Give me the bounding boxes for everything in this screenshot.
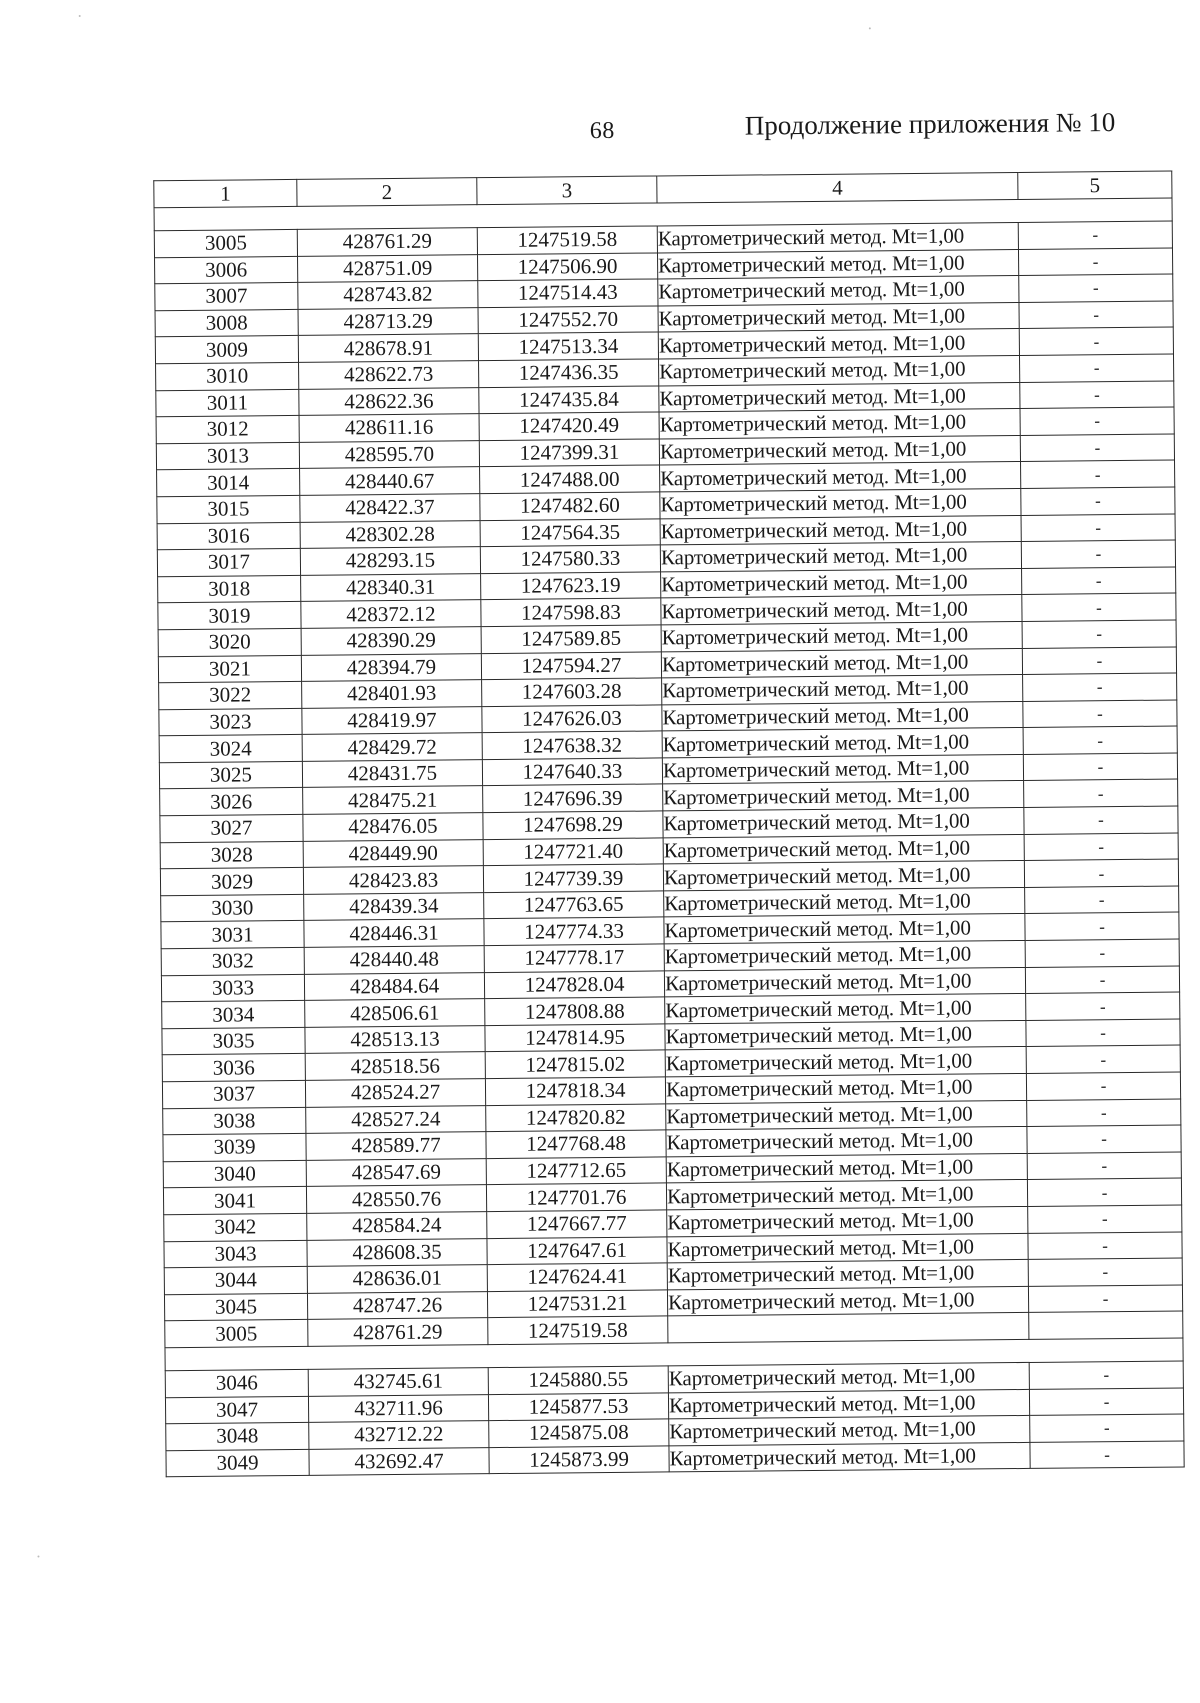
x-coordinate-cell: 428429.72 (302, 733, 482, 761)
y-coordinate-cell: 1247399.31 (479, 439, 659, 467)
point-number-cell: 3032 (161, 947, 304, 975)
y-coordinate-cell: 1245873.99 (489, 1446, 669, 1474)
x-coordinate-cell: 428340.31 (301, 573, 481, 601)
point-number-cell: 3025 (159, 761, 302, 789)
x-coordinate-cell: 428372.12 (301, 600, 481, 628)
note-cell: - (1029, 1387, 1183, 1415)
x-coordinate-cell: 428440.67 (300, 467, 480, 495)
y-coordinate-cell: 1247519.58 (488, 1316, 668, 1344)
note-cell: - (1025, 939, 1179, 967)
note-cell: - (1019, 354, 1173, 382)
column-header: 5 (1018, 171, 1172, 199)
note-cell: - (1022, 646, 1176, 674)
method-cell: Картометрический метод. Mt=1,00 (668, 1362, 1029, 1392)
method-cell: Картометрический метод. Mt=1,00 (661, 595, 1022, 625)
point-number-cell: 3008 (155, 309, 298, 337)
note-cell: - (1028, 1285, 1182, 1313)
note-cell: - (1019, 301, 1173, 329)
note-cell: - (1029, 1361, 1183, 1389)
point-number-cell: 3036 (162, 1054, 305, 1082)
point-number-cell: 3041 (163, 1187, 306, 1215)
point-number-cell: 3017 (157, 549, 300, 577)
x-coordinate-cell: 428636.01 (307, 1265, 487, 1293)
x-coordinate-cell: 428475.21 (303, 786, 483, 814)
y-coordinate-cell: 1247828.04 (484, 971, 664, 999)
note-cell: - (1026, 1045, 1180, 1073)
note-cell: - (1026, 1019, 1180, 1047)
y-coordinate-cell: 1247768.48 (486, 1130, 666, 1158)
x-coordinate-cell: 428584.24 (307, 1212, 487, 1240)
point-number-cell: 3038 (163, 1107, 306, 1135)
y-coordinate-cell: 1247638.32 (482, 731, 662, 759)
point-number-cell: 3012 (156, 416, 299, 444)
method-cell: Картометрический метод. Mt=1,00 (663, 861, 1024, 891)
note-cell: - (1028, 1205, 1182, 1233)
method-cell: Картометрический метод. Mt=1,00 (659, 409, 1020, 439)
point-number-cell: 3031 (161, 921, 304, 949)
point-number-cell: 3010 (156, 362, 299, 390)
note-cell: - (1023, 673, 1177, 701)
x-coordinate-cell: 428595.70 (299, 440, 479, 468)
point-number-cell: 3027 (160, 814, 303, 842)
page-number: 68 (589, 117, 615, 145)
method-cell: Картометрический метод. Mt=1,00 (658, 276, 1019, 306)
y-coordinate-cell: 1245875.08 (489, 1419, 669, 1447)
y-coordinate-cell: 1247589.85 (481, 625, 661, 653)
note-cell: - (1030, 1441, 1184, 1469)
point-number-cell: 3024 (159, 735, 302, 763)
point-number-cell: 3023 (159, 708, 302, 736)
x-coordinate-cell: 428423.83 (303, 866, 483, 894)
y-coordinate-cell: 1247435.84 (479, 386, 659, 414)
page-heading: Продолжение приложения № 10 (744, 107, 1116, 141)
note-cell: - (1024, 779, 1178, 807)
note-cell: - (1027, 1125, 1181, 1153)
y-coordinate-cell: 1247626.03 (482, 705, 662, 733)
x-coordinate-cell: 432712.22 (309, 1421, 489, 1449)
point-number-cell: 3035 (162, 1027, 305, 1055)
method-cell: Картометрический метод. Mt=1,00 (663, 808, 1024, 838)
x-coordinate-cell: 428743.82 (298, 281, 478, 309)
point-number-cell: 3047 (165, 1396, 308, 1424)
scan-speck (37, 1555, 39, 1557)
method-cell: Картометрический метод. Mt=1,00 (666, 1127, 1027, 1157)
y-coordinate-cell: 1247763.65 (484, 891, 664, 919)
x-coordinate-cell: 428476.05 (303, 813, 483, 841)
method-cell: Картометрический метод. Mt=1,00 (658, 329, 1019, 359)
y-coordinate-cell: 1247701.76 (486, 1183, 666, 1211)
y-coordinate-cell: 1247712.65 (486, 1157, 666, 1185)
y-coordinate-cell: 1247580.33 (480, 545, 660, 573)
method-cell: Картометрический метод. Mt=1,00 (662, 728, 1023, 758)
point-number-cell: 3033 (161, 974, 304, 1002)
y-coordinate-cell: 1247814.95 (485, 1024, 665, 1052)
x-coordinate-cell: 428524.27 (305, 1079, 485, 1107)
column-header: 4 (657, 172, 1018, 202)
y-coordinate-cell: 1245877.53 (488, 1392, 668, 1420)
point-number-cell: 3016 (157, 522, 300, 550)
note-cell: - (1019, 274, 1173, 302)
point-number-cell: 3005 (165, 1320, 308, 1348)
column-header: 1 (154, 179, 297, 207)
note-cell: - (1023, 700, 1177, 728)
note-cell: - (1024, 806, 1178, 834)
method-cell: Картометрический метод. Mt=1,00 (657, 222, 1018, 252)
method-cell: Картометрический метод. Mt=1,00 (662, 675, 1023, 705)
note-cell: - (1025, 886, 1179, 914)
y-coordinate-cell: 1247603.28 (482, 678, 662, 706)
y-coordinate-cell: 1247698.29 (483, 811, 663, 839)
y-coordinate-cell: 1247519.58 (477, 226, 657, 254)
y-coordinate-cell: 1247482.60 (480, 492, 660, 520)
note-cell: - (1025, 966, 1179, 994)
y-coordinate-cell: 1247820.82 (486, 1104, 666, 1132)
note-cell: - (1023, 753, 1177, 781)
method-cell: Картометрический метод. Mt=1,00 (663, 834, 1024, 864)
point-number-cell: 3028 (160, 841, 303, 869)
point-number-cell: 3044 (164, 1267, 307, 1295)
method-cell: Картометрический метод. Mt=1,00 (664, 967, 1025, 997)
y-coordinate-cell: 1247506.90 (477, 253, 657, 281)
note-cell: - (1021, 514, 1175, 542)
x-coordinate-cell: 428622.36 (299, 387, 479, 415)
y-coordinate-cell: 1247667.77 (487, 1210, 667, 1238)
y-coordinate-cell: 1247815.02 (485, 1050, 665, 1078)
note-cell: - (1022, 620, 1176, 648)
x-coordinate-cell: 428713.29 (298, 307, 478, 335)
point-number-cell: 3013 (156, 442, 299, 470)
x-coordinate-cell: 428484.64 (304, 972, 484, 1000)
point-number-cell: 3009 (155, 336, 298, 364)
note-cell: - (1025, 912, 1179, 940)
point-number-cell: 3015 (157, 495, 300, 523)
method-cell: Картометрический метод. Mt=1,00 (661, 648, 1022, 678)
x-coordinate-cell: 428550.76 (306, 1185, 486, 1213)
note-cell: - (1026, 1072, 1180, 1100)
table-body (154, 171, 1184, 1477)
method-cell: Картометрический метод. Mt=1,00 (661, 621, 1022, 651)
x-coordinate-cell: 428394.79 (301, 653, 481, 681)
y-coordinate-cell: 1247552.70 (478, 306, 658, 334)
y-coordinate-cell: 1247598.83 (481, 598, 661, 626)
point-number-cell: 3034 (162, 1001, 305, 1029)
method-cell: Картометрический метод. Mt=1,00 (660, 462, 1021, 492)
x-coordinate-cell: 428293.15 (300, 547, 480, 575)
method-cell: Картометрический метод. Mt=1,00 (664, 914, 1025, 944)
note-cell: - (1019, 327, 1173, 355)
method-cell: Картометрический метод. Mt=1,00 (667, 1233, 1028, 1263)
column-header: 3 (477, 176, 657, 205)
y-coordinate-cell: 1247624.41 (487, 1263, 667, 1291)
x-coordinate-cell: 432745.61 (308, 1368, 488, 1396)
note-cell: - (1024, 833, 1178, 861)
note-cell: - (1022, 593, 1176, 621)
x-coordinate-cell: 428678.91 (298, 334, 478, 362)
x-coordinate-cell: 428608.35 (307, 1238, 487, 1266)
note-cell: - (1021, 460, 1175, 488)
point-number-cell: 3026 (160, 788, 303, 816)
note-cell (1029, 1311, 1183, 1339)
method-cell: Картометрический метод. Mt=1,00 (660, 488, 1021, 518)
method-cell: Картометрический метод. Mt=1,00 (666, 1153, 1027, 1183)
x-coordinate-cell: 428439.34 (304, 892, 484, 920)
y-coordinate-cell: 1247721.40 (483, 838, 663, 866)
note-cell: - (1021, 540, 1175, 568)
note-cell: - (1023, 726, 1177, 754)
x-coordinate-cell: 428431.75 (302, 760, 482, 788)
x-coordinate-cell: 428419.97 (302, 706, 482, 734)
method-cell: Картометрический метод. Mt=1,00 (667, 1206, 1028, 1236)
point-number-cell: 3005 (154, 229, 297, 257)
method-cell: Картометрический метод. Mt=1,00 (664, 940, 1025, 970)
x-coordinate-cell: 428527.24 (306, 1105, 486, 1133)
point-number-cell: 3046 (165, 1369, 308, 1397)
method-cell: Картометрический метод. Mt=1,00 (667, 1260, 1028, 1290)
method-cell: Картометрический метод. Mt=1,00 (660, 515, 1021, 545)
y-coordinate-cell: 1247640.33 (482, 758, 662, 786)
note-cell: - (1028, 1232, 1182, 1260)
method-cell: Картометрический метод. Mt=1,00 (669, 1416, 1030, 1446)
method-cell: Картометрический метод. Mt=1,00 (662, 754, 1023, 784)
x-coordinate-cell: 428761.29 (297, 228, 477, 256)
x-coordinate-cell: 428390.29 (301, 627, 481, 655)
point-number-cell: 3022 (159, 681, 302, 709)
point-number-cell: 3006 (155, 256, 298, 284)
method-cell: Картометрический метод. Mt=1,00 (663, 781, 1024, 811)
method-cell: Картометрический метод. Mt=1,00 (669, 1442, 1030, 1472)
y-coordinate-cell: 1247778.17 (484, 944, 664, 972)
y-coordinate-cell: 1247647.61 (487, 1236, 667, 1264)
note-cell: - (1020, 434, 1174, 462)
y-coordinate-cell: 1247818.34 (485, 1077, 665, 1105)
point-number-cell: 3040 (163, 1160, 306, 1188)
y-coordinate-cell: 1247436.35 (479, 359, 659, 387)
point-number-cell: 3021 (158, 655, 301, 683)
x-coordinate-cell: 428589.77 (306, 1132, 486, 1160)
x-coordinate-cell: 428547.69 (306, 1158, 486, 1186)
method-cell: Картометрический метод. Mt=1,00 (657, 249, 1018, 279)
method-cell: Картометрический метод. Mt=1,00 (668, 1389, 1029, 1419)
method-cell: Картометрический метод. Mt=1,00 (667, 1286, 1028, 1316)
note-cell: - (1024, 859, 1178, 887)
method-cell: Картометрический метод. Mt=1,00 (659, 382, 1020, 412)
method-cell: Картометрический метод. Mt=1,00 (659, 435, 1020, 465)
point-number-cell: 3019 (158, 602, 301, 630)
point-number-cell: 3049 (166, 1449, 309, 1477)
note-cell: - (1027, 1099, 1181, 1127)
point-number-cell: 3048 (166, 1422, 309, 1450)
y-coordinate-cell: 1247739.39 (483, 864, 663, 892)
x-coordinate-cell: 428449.90 (303, 839, 483, 867)
x-coordinate-cell: 428506.61 (305, 999, 485, 1027)
note-cell: - (1018, 221, 1172, 249)
y-coordinate-cell: 1247564.35 (480, 518, 660, 546)
method-cell: Картометрический метод. Mt=1,00 (665, 994, 1026, 1024)
y-coordinate-cell: 1247514.43 (478, 279, 658, 307)
x-coordinate-cell: 428440.48 (304, 946, 484, 974)
method-cell (668, 1313, 1029, 1343)
y-coordinate-cell: 1247808.88 (485, 997, 665, 1025)
method-cell: Картометрический метод. Mt=1,00 (659, 355, 1020, 385)
y-coordinate-cell: 1247594.27 (481, 651, 661, 679)
x-coordinate-cell: 432692.47 (309, 1447, 489, 1475)
x-coordinate-cell: 428747.26 (307, 1291, 487, 1319)
coordinates-table (153, 171, 1184, 1478)
point-number-cell: 3042 (164, 1213, 307, 1241)
point-number-cell: 3030 (161, 894, 304, 922)
note-cell: - (1018, 248, 1172, 276)
point-number-cell: 3039 (163, 1134, 306, 1162)
note-cell: - (1030, 1414, 1184, 1442)
note-cell: - (1027, 1178, 1181, 1206)
x-coordinate-cell: 428422.37 (300, 494, 480, 522)
x-coordinate-cell: 428761.29 (308, 1318, 488, 1346)
point-number-cell: 3045 (164, 1293, 307, 1321)
x-coordinate-cell: 428302.28 (300, 520, 480, 548)
point-number-cell: 3007 (155, 283, 298, 311)
method-cell: Картометрический метод. Mt=1,00 (665, 1047, 1026, 1077)
y-coordinate-cell: 1247774.33 (484, 917, 664, 945)
x-coordinate-cell: 432711.96 (308, 1394, 488, 1422)
y-coordinate-cell: 1247531.21 (487, 1290, 667, 1318)
y-coordinate-cell: 1247513.34 (478, 332, 658, 360)
y-coordinate-cell: 1247488.00 (480, 465, 660, 493)
point-number-cell: 3018 (158, 575, 301, 603)
scan-speck (869, 27, 871, 29)
scan-speck (79, 15, 81, 17)
method-cell: Картометрический метод. Mt=1,00 (664, 887, 1025, 917)
point-number-cell: 3029 (160, 868, 303, 896)
method-cell: Картометрический метод. Mt=1,00 (665, 1073, 1026, 1103)
point-number-cell: 3011 (156, 389, 299, 417)
x-coordinate-cell: 428513.13 (305, 1025, 485, 1053)
x-coordinate-cell: 428401.93 (302, 680, 482, 708)
note-cell: - (1027, 1152, 1181, 1180)
method-cell: Картометрический метод. Mt=1,00 (658, 302, 1019, 332)
x-coordinate-cell: 428518.56 (305, 1052, 485, 1080)
y-coordinate-cell: 1245880.55 (488, 1366, 668, 1394)
method-cell: Картометрический метод. Mt=1,00 (661, 568, 1022, 598)
x-coordinate-cell: 428751.09 (298, 254, 478, 282)
point-number-cell: 3020 (158, 628, 301, 656)
point-number-cell: 3043 (164, 1240, 307, 1268)
note-cell: - (1021, 487, 1175, 515)
note-cell: - (1026, 992, 1180, 1020)
note-cell: - (1020, 381, 1174, 409)
y-coordinate-cell: 1247623.19 (481, 572, 661, 600)
x-coordinate-cell: 428446.31 (304, 919, 484, 947)
method-cell: Картометрический метод. Mt=1,00 (666, 1100, 1027, 1130)
note-cell: - (1028, 1258, 1182, 1286)
method-cell: Картометрический метод. Mt=1,00 (662, 701, 1023, 731)
y-coordinate-cell: 1247420.49 (479, 412, 659, 440)
x-coordinate-cell: 428611.16 (299, 414, 479, 442)
point-number-cell: 3037 (162, 1080, 305, 1108)
method-cell: Картометрический метод. Mt=1,00 (660, 542, 1021, 572)
note-cell: - (1022, 567, 1176, 595)
method-cell: Картометрический метод. Mt=1,00 (665, 1020, 1026, 1050)
y-coordinate-cell: 1247696.39 (483, 784, 663, 812)
x-coordinate-cell: 428622.73 (299, 361, 479, 389)
column-header: 2 (297, 178, 477, 207)
point-number-cell: 3014 (157, 469, 300, 497)
method-cell: Картометрический метод. Mt=1,00 (666, 1180, 1027, 1210)
note-cell: - (1020, 407, 1174, 435)
